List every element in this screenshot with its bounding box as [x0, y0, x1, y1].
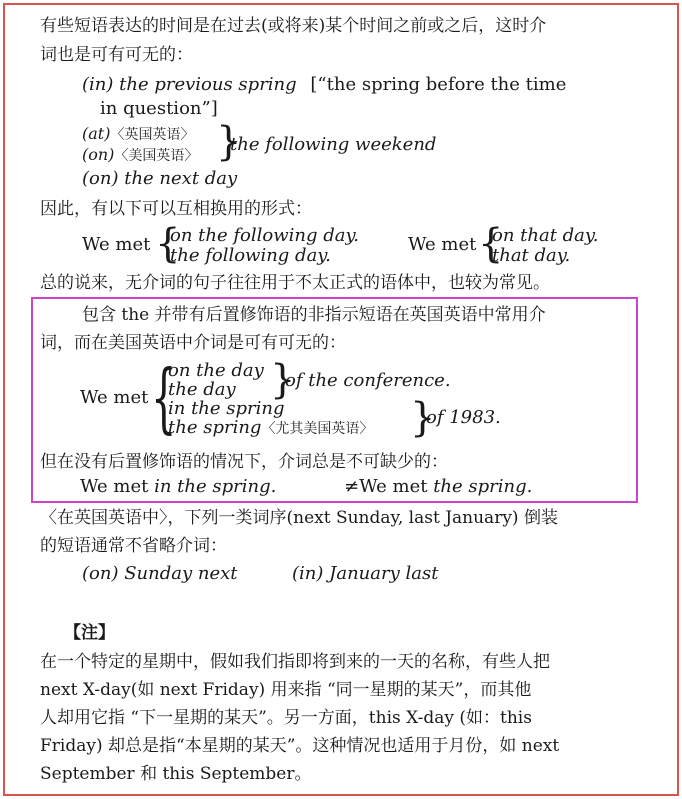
note-line-5: September 和 this September。	[40, 764, 312, 784]
note-line-2: next X-day(如 next Friday) 用来指 “同一星期的某天”，而其他	[40, 680, 532, 700]
note-title: 【注】	[64, 623, 115, 643]
box-line-1-post: 并带有后置修饰语的非指示短语在英国英语中常用介	[154, 305, 546, 325]
prep-in: (in)	[82, 74, 114, 95]
box-line-2: 词，而在美国英语中介词是可有可无的：	[40, 333, 346, 353]
alt-the-spring-text: the spring	[168, 417, 262, 438]
example-next-day	[82, 168, 237, 190]
left-brace-icon: {	[155, 221, 181, 267]
box-example-a-pre: We met	[80, 476, 149, 497]
alt-on-that-day: on that day.	[492, 225, 599, 246]
para-4-line-2: 的短语通常不省略介词：	[40, 536, 227, 556]
right-brace-icon: }	[410, 395, 436, 441]
we-met-1: We met	[82, 234, 151, 255]
box-example-b-pre: We met	[359, 476, 428, 497]
box-line-1	[82, 304, 546, 326]
example-previous-spring	[82, 74, 566, 96]
prep-at: (at)	[82, 124, 111, 143]
box-line-3: 但在没有后置修饰语的情况下，介词总是不可缺少的：	[40, 452, 448, 472]
left-brace-icon: {	[478, 221, 504, 267]
left-brace-icon: {	[151, 355, 177, 443]
variant-esp-american: 〈尤其美国英语〉	[261, 421, 374, 437]
prep-in-january: (in)	[292, 563, 324, 584]
alt-the-spring	[168, 418, 373, 439]
prep-on: (on)	[82, 145, 115, 164]
phrase-following-weekend: the following weekend	[230, 134, 437, 155]
box-example-b	[344, 476, 532, 498]
alt-that-day: that day.	[492, 245, 571, 266]
phrase-previous-spring: the previous spring	[119, 74, 297, 95]
right-brace-icon: }	[270, 357, 296, 403]
gloss-spring-before: [“the spring before the time	[310, 74, 567, 95]
note-line-4: Friday) 却总是指“本星期的某天”。这种情况也适用于月份，如 next	[40, 736, 560, 756]
phrase-next-day: the next day	[124, 168, 238, 189]
variant-american: 〈美国英语〉	[114, 148, 199, 164]
phrase-of-1983: of 1983.	[426, 407, 501, 428]
alt-in-the-spring: in the spring	[168, 398, 285, 419]
phrase-january-last: January last	[329, 563, 439, 584]
alt-following-day: the following day.	[170, 245, 331, 266]
para-3: 总的说来，无介词的句子往往用于不太正式的语体中，也较为常见。	[40, 273, 550, 293]
alt-on-following-day: on the following day.	[170, 225, 359, 246]
alt-on-the-day: on the day	[168, 360, 264, 381]
we-met-3: We met	[80, 387, 149, 408]
phrase-of-the-conference: of the conference.	[285, 370, 451, 391]
note-line-1: 在一个特定的星期中，假如我们指即将到来的一天的名称，有些人把	[40, 652, 550, 672]
box-line-1-pre: 包含	[82, 305, 116, 325]
box-line-1-the: the	[121, 305, 150, 325]
para-2: 因此，有以下可以互相换用的形式：	[40, 199, 312, 219]
example-on-american	[82, 145, 198, 166]
box-example-a-it: in the spring.	[154, 476, 277, 497]
para-1-line-2: 词也是可有可无的：	[40, 45, 193, 65]
note-line-3: 人却用它指 “下一星期的某天”。另一方面，this X-day (如：this	[40, 708, 532, 728]
prep-on-next: (on)	[82, 168, 119, 189]
variant-british: 〈英国英语〉	[110, 127, 195, 143]
phrase-sunday-next: Sunday next	[124, 563, 238, 584]
box-example-a	[80, 476, 276, 498]
example-january-last	[292, 563, 438, 585]
para-1-line-1: 有些短语表达的时间是在过去(或将来)某个时间之前或之后，这时介	[40, 16, 547, 36]
box-example-b-it: the spring.	[433, 476, 533, 497]
we-met-2: We met	[408, 234, 477, 255]
para-4-line-1: 〈在英国英语中〉，下列一类词序(next Sunday, last January) 倒装	[40, 508, 558, 528]
not-equal-icon: ≠	[344, 476, 360, 497]
gloss-in-question: in question”]	[100, 98, 218, 119]
right-brace-icon: }	[216, 119, 242, 165]
prep-on-sunday: (on)	[82, 563, 119, 584]
alt-the-day: the day	[168, 379, 236, 400]
example-at-british	[82, 124, 194, 145]
example-sunday-next	[82, 563, 238, 585]
